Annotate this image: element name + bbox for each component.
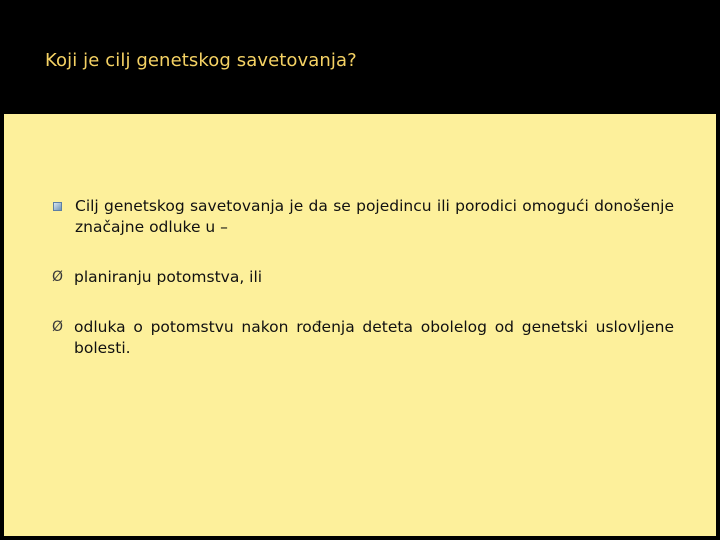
bullet-text-1: Cilj genetskog savetovanja je da se pojedincu ili porodici omogući donošenje značajne odluke u – [75, 197, 674, 236]
bullet-item-1 [52, 196, 674, 238]
bullet-item-2 [52, 267, 674, 288]
bullet-text-3: odluka o potomstvu nakon rođenja deteta obolelog od genetski uslovljene bolesti. [74, 318, 674, 357]
slide-title: Koji je cilj genetskog savetovanja? [45, 50, 357, 71]
title-bar [0, 0, 720, 111]
bullet-text-2: planiranju potomstva, ili [74, 268, 263, 286]
bullet-item-3 [52, 317, 674, 359]
square-bullet-icon [53, 202, 62, 211]
arrow-bullet-icon: Ø [52, 319, 64, 335]
arrow-bullet-icon: Ø [52, 269, 64, 285]
